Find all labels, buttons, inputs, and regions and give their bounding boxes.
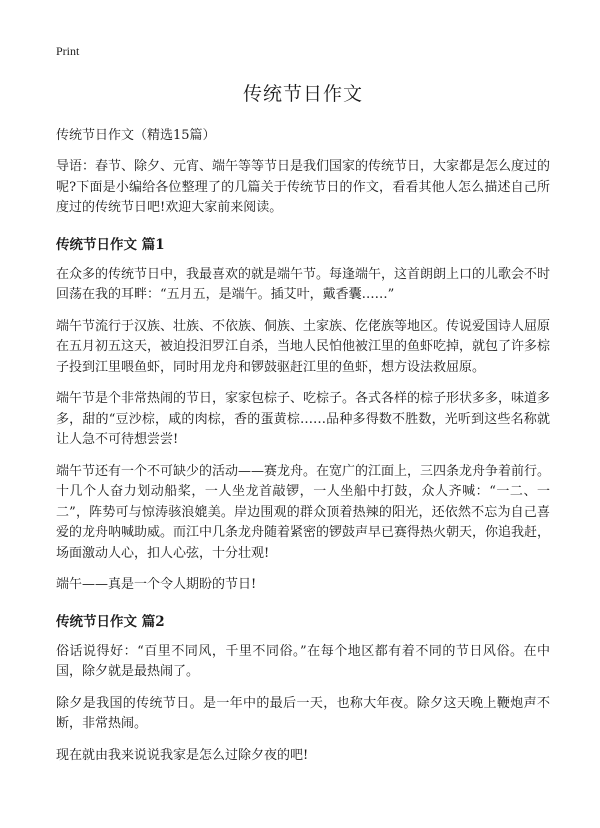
document-subtitle: 传统节日作文（精选15篇） xyxy=(56,128,216,143)
document-page xyxy=(56,44,550,777)
section-1-paragraph: 端午节是个非常热闹的节日，家家包棕子、吃棕子。各式各样的棕子形状多多，味道多多，甜的“豆沙棕，咸的肉棕，香的蛋黄棕……品种多得数不胜数，光听到这些名称就让人急不可待想尝尝! xyxy=(56,391,551,447)
section-1-paragraph: 端午——真是一个令人期盼的节日! xyxy=(56,577,257,592)
section-1-paragraph: 端午节还有一个不可缺少的活动——赛龙舟。在宽广的江面上，三四条龙舟争着前行。十几个人奋力划动船桨，一人坐龙首敲锣，一人坐船中打鼓，众人齐喊：“一二、一二”，阵势可与惊涛骇浪媲美。岸边围观的群众顶着热辣的阳光，还依然不忘为自己喜爱的龙舟呐喊助威。而江中几条龙舟随着紧密的锣鼓声早已赛得热火朝天，你追我赶，场面激动人心，扣人心弦，十分壮观! xyxy=(56,463,551,561)
section-1-paragraph: 端午节流行于汉族、壮族、不依族、侗族、土家族、仡佬族等地区。传说爱国诗人屈原在五月初五这天，被迫投汨罗江自杀，当地人民怕他被江里的鱼虾吃掉，就包了许多棕子投到江里喂鱼虾，同时用龙舟和锣鼓驱赶江里的鱼虾，想方设法救屈原。 xyxy=(56,318,551,375)
print-link[interactable]: Print xyxy=(56,44,80,58)
section-2-paragraph: 除夕是我国的传统节日。是一年中的最后一天，也称大年夜。除夕这天晚上鞭炮声不断，非常热闹。 xyxy=(56,695,550,731)
section-1-paragraph: 在众多的传统节日中，我最喜欢的就是端午节。每逢端午，这首朗朗上口的儿歌会不时回荡在我的耳畔：“五月五，是端午。插艾叶，戴香囊……” xyxy=(56,266,551,302)
intro-paragraph: 导语：春节、除夕、元宵、端午等等节日是我们国家的传统节日，大家都是怎么度过的呢?下面是小编给各位整理了的几篇关于传统节日的作文，看看其他人怎么描述自己所度过的传统节日吧!欢迎大家前来阅读。 xyxy=(56,159,551,215)
section-2-paragraph: 现在就由我来说说我家是怎么过除夕夜的吧! xyxy=(56,747,309,763)
section-heading-1: 传统节日作文 篇1 xyxy=(56,236,165,253)
section-2-paragraph: 俗话说得好：“百里不同风，千里不同俗。”在每个地区都有着不同的节日风俗。在中国，除夕就是最热闹了。 xyxy=(56,643,550,679)
page-title: 传统节日作文 xyxy=(242,83,363,105)
section-heading-2: 传统节日作文 篇2 xyxy=(56,613,165,630)
